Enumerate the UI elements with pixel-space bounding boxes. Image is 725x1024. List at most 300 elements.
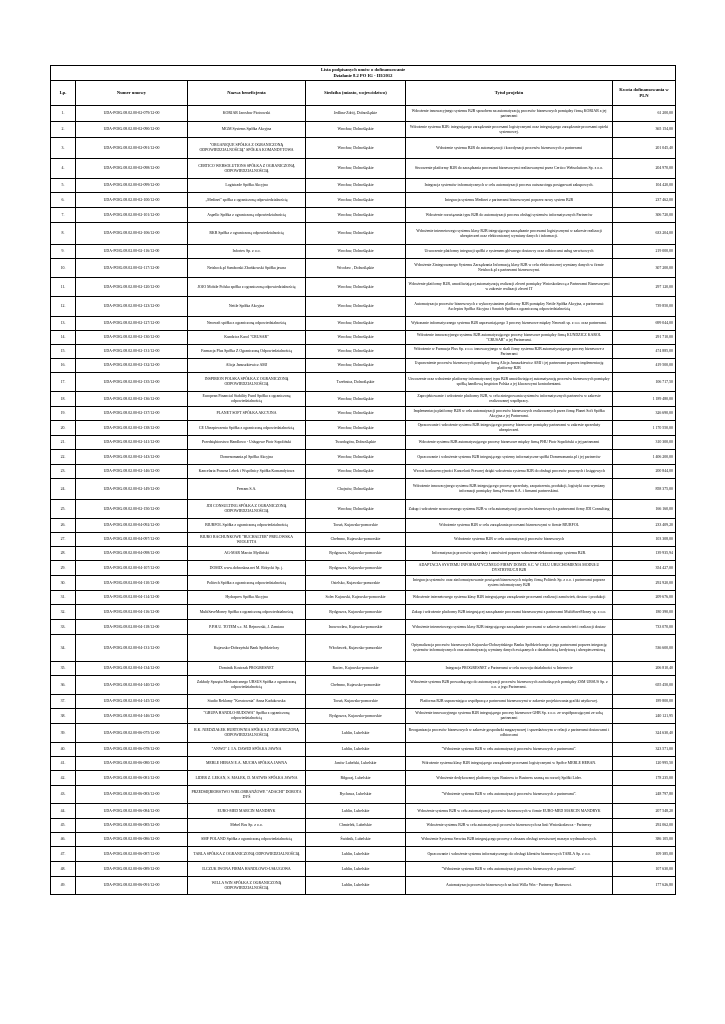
table-row <box>51 877 676 895</box>
cell-lp: 17. <box>51 373 76 392</box>
cell-kwota: 166 160,00 <box>613 500 676 519</box>
table-row <box>51 407 676 421</box>
cell-tytul: Wdrożenie systemu klasy B2B integrującego zarządzanie procesami logistycznymi w Spółce MEBLE HEBAN. <box>406 757 613 771</box>
cell-nazwa: "GRUPA HANDLO-BUDOWA" Spółka z ograniczoną odpowiedzialnością <box>188 709 306 724</box>
cell-nazwa: Politech Spółka z ograniczoną odpowiedzialnością <box>188 576 306 591</box>
cell-nazwa: Farmacja Plus Spółka Z Ograniczoną Odpowiedzialnością <box>188 345 306 359</box>
cell-nazwa: European Financial Stability Fund Spółka z ograniczoną odpowiedzialnością <box>188 392 306 407</box>
cell-tytul: Wdrożenie systemu B2B w celu automatyzacji procesów biznesowych na linii Wnioskodawca - Partnerzy <box>406 819 613 833</box>
cell-lp: 22. <box>51 450 76 465</box>
cell-nazwa: Mebel Bos Sp. z o.o. <box>188 819 306 833</box>
cell-numer: UDA-POIG.08.02.00-02-146/12-00 <box>76 465 188 479</box>
cell-kwota: 326 690,00 <box>613 407 676 421</box>
table-row <box>51 345 676 359</box>
cell-lp: 44. <box>51 804 76 819</box>
table-row <box>51 479 676 500</box>
cell-lp: 41. <box>51 757 76 771</box>
cell-tytul: "Wdrożenie systemu B2B w celu automatyzacji procesów biznesowych z partnerami". <box>406 786 613 804</box>
cell-kwota: 474 885,00 <box>613 345 676 359</box>
cell-kwota: 200 844,00 <box>613 465 676 479</box>
cell-tytul: Wdrożenie systemu B2B prowadzącego do automatyzacji procesów biznesowych zachodzących pomiędzy ZSM URSUS Sp. z o.o. a jego Partnerami. <box>406 676 613 695</box>
cell-numer: UDA-POIG.08.02.00-06-086/12-00 <box>76 833 188 847</box>
cell-siedziba: Bydgoszcz, Kujawsko-pomorskie <box>306 709 406 724</box>
cell-nazwa: Netshock.pl Samborski Zbońkowski Spółka jawna <box>188 259 306 278</box>
cell-numer: UDA-POIG.08.02.00-02-141/12-00 <box>76 436 188 450</box>
cell-siedziba: Bychawa, Lubelskie <box>306 786 406 804</box>
cell-kwota: 307 200,00 <box>613 259 676 278</box>
cell-numer: UDA-POIG.08.02.00-04-118/12-00 <box>76 620 188 635</box>
table-title <box>51 66 676 81</box>
cell-tytul: Wdrożenie systemu B2B w celu automatyzacji procesów biznesowych <box>406 533 613 547</box>
table-row <box>51 122 676 138</box>
cell-lp: 14. <box>51 331 76 345</box>
cell-lp: 4. <box>51 159 76 179</box>
cell-kwota: 292 920,00 <box>613 576 676 591</box>
cell-kwota: 106 717,50 <box>613 373 676 392</box>
table-row <box>51 465 676 479</box>
cell-kwota: 206 810,40 <box>613 662 676 676</box>
cell-lp: 5. <box>51 179 76 193</box>
table-row <box>51 359 676 373</box>
cell-kwota: 180 390,00 <box>613 605 676 620</box>
table-row <box>51 331 676 345</box>
cell-lp: 20. <box>51 421 76 436</box>
cell-kwota: 219 000,00 <box>613 245 676 259</box>
cell-numer: UDA-POIG.08.02.00-02-101/12-00 <box>76 208 188 223</box>
table-row <box>51 179 676 193</box>
cell-numer: UDA-POIG.08.02.00-02-138/12-00 <box>76 421 188 436</box>
table-row <box>51 847 676 862</box>
title-line-1: Lista podpisanych umów o dofinansowanie <box>320 67 406 72</box>
cell-nazwa: KORJAR Jarosław Piotrowski <box>188 106 306 122</box>
cell-kwota: 419 500,00 <box>613 359 676 373</box>
cell-lp: 23. <box>51 465 76 479</box>
cell-siedziba: Świdnik, Lubelskie <box>306 833 406 847</box>
cell-lp: 49. <box>51 877 76 895</box>
cell-nazwa: SMF POLAND Spółka z ograniczoną odpowiedzialnością <box>188 833 306 847</box>
cell-nazwa: ILCZUK IWONA FIRMA HANDLOWO-USŁUGOWA <box>188 862 306 877</box>
table-row <box>51 421 676 436</box>
cell-numer: UDA-POIG.08.02.00-02-123/12-00 <box>76 297 188 317</box>
cell-nazwa: Hydraprex Spółka Akcyjna <box>188 591 306 605</box>
cell-lp: 6. <box>51 193 76 208</box>
cell-nazwa: EURO-MED MARCIN MANDRYK <box>188 804 306 819</box>
cell-siedziba: Wrocław, Dolnośląskie <box>306 392 406 407</box>
cell-siedziba: Wrocław, Dolnośląskie <box>306 317 406 331</box>
cell-kwota: 323 571,00 <box>613 743 676 757</box>
header-row <box>51 81 676 106</box>
cell-tytul: Wdrożenie internetowego systemu klasy B2B integrującego zarządzanie procesami realizacji zamówień, dostaw i produkcji <box>406 591 613 605</box>
cell-tytul: Stworzenie platformy B2B do zarządzania procesami biznesowymi realizowanymi przez Certico Websolutions Sp. z o.o. <box>406 159 613 179</box>
table-row <box>51 138 676 159</box>
cell-nazwa: MGM Systems Spółka Akcyjna <box>188 122 306 138</box>
cell-numer: UDA-POIG.08.02.00-04-114/12-00 <box>76 591 188 605</box>
cell-lp: 26. <box>51 519 76 533</box>
cell-numer: UDA-POIG.08.02.00-02-131/12-00 <box>76 345 188 359</box>
cell-nazwa: Przedsiębiorstwo Handlowo - Usługowe Piotr Sopoliński <box>188 436 306 450</box>
cell-kwota: 324 630,40 <box>613 724 676 743</box>
table-row <box>51 450 676 465</box>
cell-nazwa: Domenomania.pl Spółka Akcyjna <box>188 450 306 465</box>
cell-kwota: 204 970,00 <box>613 159 676 179</box>
table-row <box>51 605 676 620</box>
cell-nazwa: Nettle Spółka Akcyjna <box>188 297 306 317</box>
table-row <box>51 695 676 709</box>
cell-tytul: Wdrożenie systemu B2B w celu automatyzacji procesów biznesowych w firmie EURO-MED MARCIN MANDRYK <box>406 804 613 819</box>
cell-numer: UDA-POIG.08.02.00-02-143/12-00 <box>76 450 188 465</box>
cell-nazwa: „Medinet" spółka z ograniczoną odpowiedzialnością <box>188 193 306 208</box>
cell-numer: UDA-POIG.08.02.00-02-130/12-00 <box>76 331 188 345</box>
table-row <box>51 500 676 519</box>
table-row <box>51 819 676 833</box>
cell-kwota: 103 308,00 <box>613 533 676 547</box>
cell-kwota: 733 070,00 <box>613 620 676 635</box>
cell-nazwa: Infortex Sp. z o.o. <box>188 245 306 259</box>
cell-siedziba: Wrocław, Dolnośląskie <box>306 345 406 359</box>
cell-numer: UDA-POIG.08.02.00-02-098/12-00 <box>76 159 188 179</box>
table-row <box>51 547 676 561</box>
cell-siedziba: Chełmno, Kujawsko-pomorskie <box>306 676 406 695</box>
cell-lp: 27. <box>51 533 76 547</box>
cell-lp: 34. <box>51 635 76 662</box>
cell-lp: 12. <box>51 297 76 317</box>
cell-siedziba: Biłgoraj, Lubelskie <box>306 771 406 786</box>
cell-tytul: Wdrożenie innowacyjnego systemu B2B automatyzującego procesy biznesowe pomiędzy firmą KUNDZICZ KAROL "CRUSAR" a jej Partnerami. <box>406 331 613 345</box>
cell-lp: 28. <box>51 547 76 561</box>
cell-lp: 33. <box>51 620 76 635</box>
cell-lp: 43. <box>51 786 76 804</box>
cell-numer: UDA-POIG.08.02.00-02-117/12-00 <box>76 259 188 278</box>
cell-tytul: Wdrożenie innowacyjnego systemu B2B sposobem na automatyzację procesów biznesowych pomiędzy firmą KORJAR a jej partnerami <box>406 106 613 122</box>
cell-nazwa: Kancelaria Prawna Lebek i Wspólnicy Spółka Komandytowa <box>188 465 306 479</box>
header-nazwa: Nazwa beneficjenta <box>188 81 306 106</box>
cell-lp: 9. <box>51 245 76 259</box>
cell-kwota: 633 204,00 <box>613 223 676 245</box>
cell-tytul: Wdrożenie internetowego systemu klasy B2B integrującego zarządzanie procesami w zakresie zamówień i realizacji dostaw <box>406 620 613 635</box>
cell-tytul: Wdrożenie w Farmacja Plus Sp. z o.o. innowacyjnego w skali firmy systemu B2B automatyzującego procesy biznesowe z Partnerami <box>406 345 613 359</box>
table-row <box>51 676 676 695</box>
table-row <box>51 635 676 662</box>
table-row <box>51 519 676 533</box>
cell-lp: 47. <box>51 847 76 862</box>
cell-numer: UDA-POIG.08.02.00-06-087/12-00 <box>76 847 188 862</box>
cell-kwota: 120 995,50 <box>613 757 676 771</box>
cell-nazwa: BIURO RACHUNKOWE "BUCHALTER" PRELOWSKA WIOLETTA <box>188 533 306 547</box>
table-row <box>51 576 676 591</box>
cell-siedziba: Jedlina-Zdrój, Dolnośląskie <box>306 106 406 122</box>
cell-siedziba: Wrocław, Dolnośląskie <box>306 359 406 373</box>
cell-tytul: Integracja systemów oraz zinformatyzowanie powiązań biznesowych między firmą Politech Sp. z o.o. i partnerami poprzez system informatyczny B2B <box>406 576 613 591</box>
document-page <box>50 65 675 895</box>
cell-lp: 7. <box>51 208 76 223</box>
cell-kwota: 858 375,00 <box>613 479 676 500</box>
table-row <box>51 208 676 223</box>
cell-numer: UDA-POIG.08.02.00-06-083/12-00 <box>76 786 188 804</box>
cell-siedziba: Chojnów, Dolnośląskie <box>306 479 406 500</box>
cell-numer: UDA-POIG.08.02.00-02-091/12-00 <box>76 138 188 159</box>
table-row <box>51 833 676 847</box>
cell-kwota: 1 406 200,00 <box>613 450 676 465</box>
cell-nazwa: CERTICO WEBSOLUTIONS SPÓŁKA Z OGRANICZONĄ ODPOWIEDZIALNOŚCIĄ <box>188 159 306 179</box>
cell-siedziba: Wrocław, Dolnośląskie <box>306 122 406 138</box>
table-row <box>51 743 676 757</box>
cell-tytul: Wdrożenie internetowego systemu klasy B2B integrującego zarządzanie procesami logistycznymi w zakresie realizacji ubezpieczeń oraz elektronicznej wymiany danych i informacji. <box>406 223 613 245</box>
cell-lp: 46. <box>51 833 76 847</box>
cell-numer: UDA-POIG.08.02.00-06-085/12-00 <box>76 819 188 833</box>
cell-siedziba: Osielsko, Kujawsko-pomorskie <box>306 576 406 591</box>
cell-numer: UDA-POIG.08.02.00-04-110/12-00 <box>76 576 188 591</box>
cell-siedziba: Wrocław, Dolnośląskie <box>306 407 406 421</box>
cell-numer: UDA-POIG.08.02.00-02-100/12-00 <box>76 193 188 208</box>
cell-tytul: Wdrożenie rozwiązania typu B2B do automatyzacji procesu obsługi systemów informatycznych Partnerów <box>406 208 613 223</box>
cell-nazwa: "ANWO" J. I A. DAWID SPÓŁKA JAWNA <box>188 743 306 757</box>
cell-siedziba: Inowrocław, Kujawsko-pomorskie <box>306 620 406 635</box>
cell-numer: UDA-POIG.08.02.00-02-079/12-00 <box>76 106 188 122</box>
cell-numer: UDA-POIG.08.02.00-06-080/12-00 <box>76 757 188 771</box>
table-row <box>51 804 676 819</box>
cell-nazwa: Kujawsko-Dobrzyński Bank Spółdzielczy <box>188 635 306 662</box>
cell-nazwa: LIDER Z. LEKAN, S. MAŁEK, D. MATWIS SPÓŁKA JAWNA <box>188 771 306 786</box>
cell-kwota: 739 850,00 <box>613 297 676 317</box>
cell-tytul: Wykonanie informatycznego systemu B2B usprawniającego 3 procesy biznesowe między Neoeraft sp. z o.o. oraz partnerami. <box>406 317 613 331</box>
cell-siedziba: Wrocław, Dolnośląskie <box>306 421 406 436</box>
cell-lp: 8. <box>51 223 76 245</box>
cell-siedziba: Wrocław, Dolnośląskie <box>306 297 406 317</box>
table-row <box>51 193 676 208</box>
cell-numer: UDA-POIG.08.02.00-02-099/12-00 <box>76 179 188 193</box>
cell-lp: 13. <box>51 317 76 331</box>
contracts-table <box>50 65 676 895</box>
cell-kwota: 209 676,00 <box>613 591 676 605</box>
table-row <box>51 862 676 877</box>
table-row <box>51 278 676 297</box>
cell-tytul: Integracja systemu Medinet z partnerami biznesowymi poprzez nowy system B2B <box>406 193 613 208</box>
cell-nazwa: Dominik Kostrzak PROGRESNET <box>188 662 306 676</box>
cell-siedziba: Raciec, Kujawsko-pomorskie <box>306 662 406 676</box>
cell-lp: 39. <box>51 724 76 743</box>
cell-kwota: 237 462,00 <box>613 193 676 208</box>
cell-lp: 36. <box>51 676 76 695</box>
cell-tytul: ADAPTACJA SYSTEMU INFORMATYCZNEGO FIRMY DOMIX S.C. W CELU URUCHOMIENIA MODUŁU DYSTRYBUCJI B2B <box>406 561 613 576</box>
cell-tytul: Opracowanie i wdrożenie systemu B2B integrującego procesy biznesowe pomiędzy partnerami w zakresie sprzedaży ubezpieczeń. <box>406 421 613 436</box>
cell-kwota: 177 626,80 <box>613 877 676 895</box>
cell-tytul: Zakup i wdrożenie nowoczesnego systemu B2B w celu automatyzacji procesów biznesowych z partnerami firmy JDI Consulting <box>406 500 613 519</box>
table-row <box>51 392 676 407</box>
cell-nazwa: Aspello Spółka z ograniczoną odpowiedzialnością <box>188 208 306 223</box>
cell-siedziba: Włocławek, Kujawsko-pomorskie <box>306 635 406 662</box>
cell-siedziba: Bydgoszcz, Kujawsko-pomorskie <box>306 547 406 561</box>
cell-kwota: 201 045,40 <box>613 138 676 159</box>
cell-kwota: 248 797,80 <box>613 786 676 804</box>
cell-nazwa: JDI CONSULTING SPÓŁKA Z OGRANICZONĄ ODPOWIEDZIALNOŚCIĄ <box>188 500 306 519</box>
cell-siedziba: Lublin, Lubelskie <box>306 724 406 743</box>
cell-lp: 18. <box>51 392 76 407</box>
cell-numer: UDA-POIG.08.02.00-04-098/12-00 <box>76 547 188 561</box>
cell-siedziba: Twardogóra, Dolnośląskie <box>306 436 406 450</box>
table-row <box>51 106 676 122</box>
cell-lp: 15. <box>51 345 76 359</box>
cell-numer: UDA-POIG.08.02.00-04-116/12-00 <box>76 605 188 620</box>
cell-kwota: 655 450,00 <box>613 676 676 695</box>
cell-numer: UDA-POIG.08.02.00-02-116/12-00 <box>76 245 188 259</box>
cell-lp: 35. <box>51 662 76 676</box>
cell-siedziba: Lublin, Lubelskie <box>306 877 406 895</box>
cell-tytul: Wdrożenie systemu B2B: integrującego zarządzanie procesami logistycznymi oraz integrującego zarządzanie procesami opieki systemowej. <box>406 122 613 138</box>
cell-siedziba: Lublin, Lubelskie <box>306 847 406 862</box>
cell-tytul: Utworzenie platformy integracji spółki z systemem głównego dostawcy oraz odbiorcami usług serwisowych <box>406 245 613 259</box>
cell-tytul: Usprawnienie procesów biznesowych pomiędzy firmą Alicja Januszkiewicz AMJ i jej partnerami poprzez implementację platformy B2B <box>406 359 613 373</box>
cell-siedziba: Wrocław, Dolnośląskie <box>306 208 406 223</box>
cell-tytul: Optymalizacja procesów biznesowych Kujawsko-Dobrzyńskiego Banku Spółdzielczego z jego partnerami poprzez integrację systemów informatycznych oraz automatyzację wymiany danych związanych z działalnością kredytową i ubezpieczeniową <box>406 635 613 662</box>
cell-numer: UDA-POIG.08.02.00-04-134/12-00 <box>76 662 188 676</box>
cell-nazwa: MultiSaveMoney Spółka z ograniczoną odpowiedzialnością <box>188 605 306 620</box>
cell-lp: 37. <box>51 695 76 709</box>
cell-lp: 24. <box>51 479 76 500</box>
table-row <box>51 561 676 576</box>
cell-kwota: 365 154,00 <box>613 122 676 138</box>
cell-nazwa: MEBLE HEBAN E.A. MUCHA SPÓŁKA JAWNA <box>188 757 306 771</box>
cell-kwota: 1 189 480,00 <box>613 392 676 407</box>
cell-siedziba: Wrocław, Dolnośląskie <box>306 159 406 179</box>
cell-kwota: 189 800,00 <box>613 695 676 709</box>
header-siedziba: Siedziba (miasto, województwo) <box>306 81 406 106</box>
cell-numer: UDA-POIG.08.02.00-04-140/12-00 <box>76 676 188 695</box>
cell-nazwa: BIURFOL Spółka z ograniczoną odpowiedzialnością <box>188 519 306 533</box>
cell-tytul: Integracja systemów informatycznych w celu automatyzacji procesu outsourcingu postępowań zakupowych. <box>406 179 613 193</box>
cell-nazwa: PRZEDSIĘBIORSTWO WIELOBRANŻOWE "ADACHI" DOROTA DYŚ <box>188 786 306 804</box>
cell-siedziba: Wrocław, Dolnośląskie <box>306 245 406 259</box>
table-row <box>51 373 676 392</box>
table-row <box>51 786 676 804</box>
cell-siedziba: Wrocław, Dolnośląskie <box>306 331 406 345</box>
table-row <box>51 771 676 786</box>
cell-siedziba: Wrocław, Dolnośląskie <box>306 223 406 245</box>
table-title-row <box>51 66 676 81</box>
cell-nazwa: DOMIX www.dobroskna.net M. Różycki Sp. j. <box>188 561 306 576</box>
cell-numer: UDA-POIG.08.02.00-06-091/12-00 <box>76 877 188 895</box>
cell-kwota: 306 720,00 <box>613 208 676 223</box>
cell-siedziba: Lublin, Lubelskie <box>306 743 406 757</box>
cell-nazwa: TABLA SPÓŁKA Z OGRANICZONĄ ODPOWIEDZIALNOŚCIĄ <box>188 847 306 862</box>
cell-siedziba: Wrocław, Dolnośląskie <box>306 465 406 479</box>
cell-lp: 42. <box>51 771 76 786</box>
cell-siedziba: Trzebnica, Dolnośląskie <box>306 373 406 392</box>
cell-nazwa: WILLA WIN SPÓŁKA Z OGRANICZONĄ ODPOWIEDZIALNOŚCIĄ <box>188 877 306 895</box>
cell-siedziba: Wrocław, Dolnośląskie <box>306 138 406 159</box>
cell-tytul: Wzrost konkurencyjności Kancelarii Prawnej dzięki wdrożeniu systemu B2B do obsługi procesów prawnych i księgowych <box>406 465 613 479</box>
cell-nazwa: Feeram S.A. <box>188 479 306 500</box>
cell-siedziba: Bydgoszcz, Kujawsko-pomorskie <box>306 605 406 620</box>
cell-kwota: 297 120,00 <box>613 278 676 297</box>
cell-lp: 29. <box>51 561 76 576</box>
cell-nazwa: Logistrade Spółka Akcyjna <box>188 179 306 193</box>
cell-kwota: 104 420,00 <box>613 179 676 193</box>
cell-nazwa: "ORGANIQUE SPÓŁKA Z OGRANICZONĄ ODPOWIEDZIALNOŚCIĄ" SPÓŁKA KOMANDYTOWA <box>188 138 306 159</box>
title-line-2: Działanie 8.2 PO IG - III/2012 <box>333 73 393 78</box>
cell-lp: 30. <box>51 576 76 591</box>
cell-kwota: 61 200,00 <box>613 106 676 122</box>
cell-siedziba: Wrocław, Dolnośląskie <box>306 278 406 297</box>
cell-tytul: Wdrożenie Zintegrowanego Systemu Zarządzania Informacją klasy B2B w celu elektronicznej wymiany danych w firmie Netshock.pl z partnerami biznesowymi. <box>406 259 613 278</box>
cell-nazwa: PLANET SOFT SPÓŁKA AKCYJNA <box>188 407 306 421</box>
cell-tytul: Opracowanie i wdrożenie systemu informatycznego do obsługi klientów biznesowych TABLA Sp. z o.o. <box>406 847 613 862</box>
cell-tytul: "Wdrożenie systemu B2B w celu automatyzacji procesów biznesowych z partnerami". <box>406 743 613 757</box>
cell-numer: UDA-POIG.08.02.00-04-097/12-00 <box>76 533 188 547</box>
cell-nazwa: RKB Spółka z ograniczoną odpowiedzialnością <box>188 223 306 245</box>
cell-nazwa: Studio Reklamy "Kreatownia" Anna Kadukowska <box>188 695 306 709</box>
cell-nazwa: Alicja Januszkiewicz AMJ <box>188 359 306 373</box>
table-row <box>51 159 676 179</box>
cell-lp: 19. <box>51 407 76 421</box>
cell-kwota: 699 044,00 <box>613 317 676 331</box>
cell-numer: UDA-POIG.08.02.00-02-106/12-00 <box>76 223 188 245</box>
cell-siedziba: Wrocław, Dolnośląskie <box>306 450 406 465</box>
cell-kwota: 233 409,20 <box>613 519 676 533</box>
cell-tytul: Wdrożenie Systemu Serwisu B2B integrującego procesy z obszaru obsługi serwisowej maszyn wydmuchowych. <box>406 833 613 847</box>
cell-siedziba: Wrocław , Dolnośląskie <box>306 259 406 278</box>
cell-numer: UDA-POIG.08.02.00-02-127/12-00 <box>76 317 188 331</box>
cell-tytul: Wdrożenie innowacyjnego systemu B2B integrującego procesy sprzedaży, zaopatrzenia, produkcji, logistyki oraz wymiany informacji pomiędzy firmą Feeram S.A. i firmami partnerskimi. <box>406 479 613 500</box>
cell-numer: UDA-POIG.08.02.00-06-084/12-00 <box>76 804 188 819</box>
cell-numer: UDA-POIG.08.02.00-06-081/12-00 <box>76 771 188 786</box>
cell-lp: 1. <box>51 106 76 122</box>
header-kwota: Kwota dofinansowania w PLN <box>613 81 676 106</box>
cell-tytul: Utworzenie oraz wdrożenie platformy informatycznej typu B2B umożliwiającej automatyzację procesów biznesowych pomiędzy spółką handlową Inspirion Polska a jej kluczowymi kontrahentami. <box>406 373 613 392</box>
cell-tytul: Wdrożenie platformy B2B, umożliwiającej automatyzację realizacji zleceń pomiędzy Wnioskodawcą a Partnerami Biznesowymi w zakresie realizacji zleceń IT <box>406 278 613 297</box>
table-row <box>51 223 676 245</box>
cell-tytul: Wdrożenie systemu B2B automatyzującego procesy biznesowe między firmą PHU Piotr Sopoliński a jej partnerami <box>406 436 613 450</box>
cell-numer: UDA-POIG.08.02.00-04-107/12-00 <box>76 561 188 576</box>
cell-siedziba: Lublin, Lubelskie <box>306 804 406 819</box>
header-numer: Numer umowy <box>76 81 188 106</box>
cell-kwota: 240 121,95 <box>613 709 676 724</box>
table-row <box>51 662 676 676</box>
cell-kwota: 1 170 550,00 <box>613 421 676 436</box>
cell-numer: UDA-POIG.08.02.00-06-078/12-00 <box>76 743 188 757</box>
cell-lp: 21. <box>51 436 76 450</box>
header-lp: Lp. <box>51 81 76 106</box>
cell-kwota: 207 548,20 <box>613 804 676 819</box>
cell-numer: UDA-POIG.08.02.00-02-120/12-00 <box>76 278 188 297</box>
table-row <box>51 245 676 259</box>
cell-kwota: 107 630,00 <box>613 862 676 877</box>
header-tytul: Tytuł projektu <box>406 81 613 106</box>
table-row <box>51 591 676 605</box>
cell-tytul: Wdrożenie systemu B2B w celu zarządzania procesami biznesowymi w firmie BIURFOL <box>406 519 613 533</box>
cell-lp: 3. <box>51 138 76 159</box>
cell-tytul: Wdrożenie systemu B2B do automatyzacji i koordynacji procesów biznesowych z partnerami <box>406 138 613 159</box>
cell-nazwa: AG-MAR Marcin Myśliński <box>188 547 306 561</box>
cell-nazwa: CE Ubezpieczenia Spółka z ograniczoną odpowiedzialnością <box>188 421 306 436</box>
cell-tytul: Platforma B2B usprawniająca współpracę z partnerami biznesowymi w zakresie projektowania grafiki użytkowej. <box>406 695 613 709</box>
table-row <box>51 317 676 331</box>
cell-numer: UDA-POIG.08.02.00-04-146/12-00 <box>76 709 188 724</box>
cell-nazwa: Kundzicz Karol "CRUSAR" <box>188 331 306 345</box>
cell-siedziba: Wrocław, Dolnośląskie <box>306 193 406 208</box>
cell-tytul: Implementacja platformy B2B w celu automatyzacji procesów biznesowych realizowanych przez firmę Planet Soft Spółka Akcyjna z jej Partnerami. <box>406 407 613 421</box>
cell-lp: 40. <box>51 743 76 757</box>
cell-tytul: Integracja PROGRESNET z Partnerami w celu rozwoju działalności w Internecie <box>406 662 613 676</box>
cell-lp: 45. <box>51 819 76 833</box>
cell-tytul: "Wdrożenie systemu B2B w celu automatyzacji procesów biznesowych z partnerami". <box>406 862 613 877</box>
cell-kwota: 292 062,00 <box>613 819 676 833</box>
cell-siedziba: Chmielek, Lubelskie <box>306 819 406 833</box>
cell-tytul: Wdrożenie innowacyjnego systemu B2B integrującego procesy biznesowe GHB Sp. z o.o. ze współpracującymi ze sobą partnerami <box>406 709 613 724</box>
cell-lp: 11. <box>51 278 76 297</box>
cell-kwota: 310 300,00 <box>613 436 676 450</box>
cell-kwota: 109 385,00 <box>613 847 676 862</box>
cell-nazwa: Zakłady Sprzętu Mechanicznego URSUS Spółka z ograniczoną odpowiedzialnością <box>188 676 306 695</box>
